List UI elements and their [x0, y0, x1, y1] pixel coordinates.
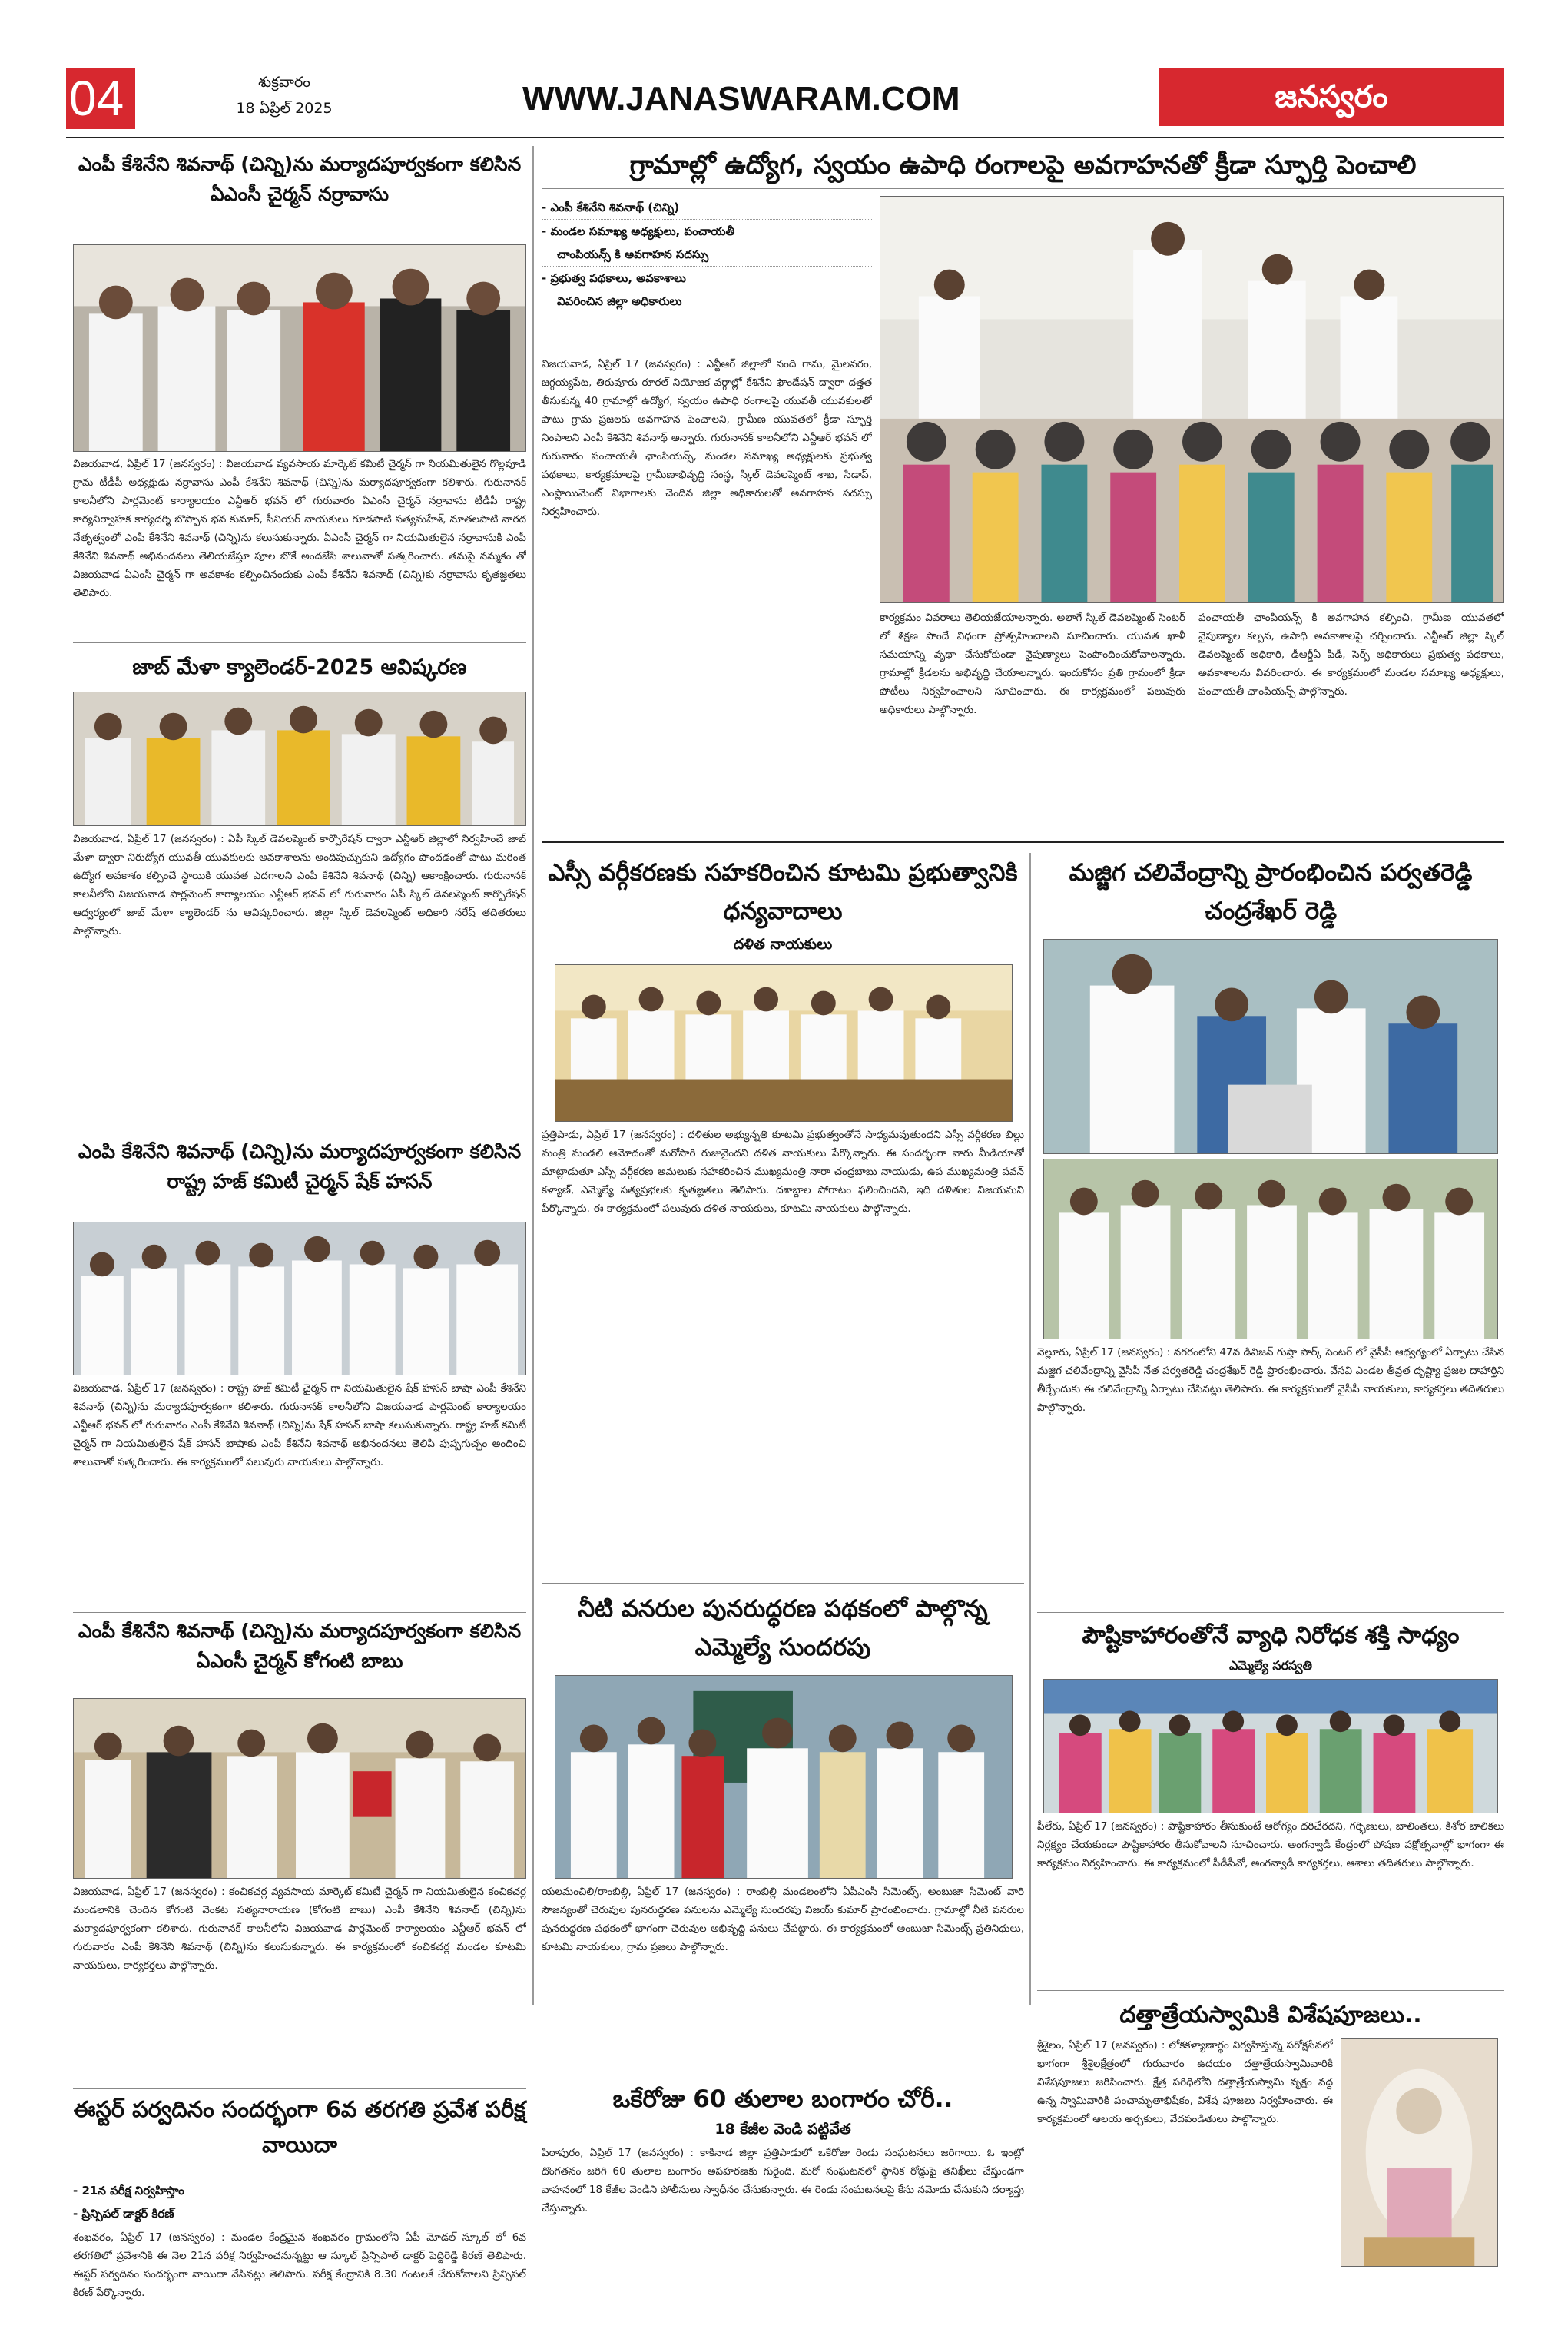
article-subtitle: ఎమ్మెల్యే సరస్వతి: [1229, 1658, 1312, 1673]
subpoint: - ప్రభుత్వ పథకాలు, అవకాశాలు: [542, 271, 686, 285]
headline-koganti-babu: ఎంపీ కేశినేని శివనాథ్ (చిన్ని)ను మర్యాదపూర్వకంగా కలిసిన ఏఎంసీ చైర్మన్ కోగంటి బాబు: [78, 1620, 522, 1672]
headline-rule: [542, 188, 1504, 189]
photo-dalit-leaders: [555, 964, 1013, 1122]
article-subtitle: దళిత నాయకులు: [733, 936, 833, 953]
article-body: విజయవాడ, ఏప్రిల్ 17 (జనస్వరం) : రాష్ట్ర హజ్ కమిటీ చైర్మన్ గా నియమితులైన షేక్ హసన్ బాషా ఎంపీ కేశినేని శివనాథ్ (చిన్ని)ను మర్యాదపూర్వకంగా కలిశారు. గురునానక్ కాలనీలోని విజయవాడ పార్లమెంట్ కార్యాలయం ఎన్టీఆర్ భవన్ లో గురువారం ఎంపీ కేశినేని శివనాథ్ (చిన్ని)ను షేక్ హసన్ బాషా కలుసుకున్నారు. రాష్ట్ర హజ్ కమిటీ చైర్మన్ గా నియమితులైన షేక్ హసన్ బాషాకు ఎంపీ కేశినేని శివనాథ్ అభినందనలు తెలిపి పుష్పగుచ్ఛం అందించి శాలువాతో సత్కరించారు. ఈ కార్యక్రమంలో పలువురు నాయకులు పాల్గొన్నారు.: [73, 1382, 526, 1468]
issue-date: 18 ఏప్రిల్ 2025: [236, 100, 333, 117]
photo-awareness-meeting: [880, 196, 1504, 603]
subpoint: - 21న పరీక్ష నిర్వహిస్తాం: [73, 2184, 184, 2198]
photo-buttermilk-2: [1043, 1159, 1498, 1339]
headline-easter-exam: ఈస్టర్ పర్వదినం సందర్భంగా 6వ తరగతి ప్రవేశ పరీక్ష వాయిదా: [73, 2096, 526, 2158]
article-subtitle: 18 కేజీల వెండి పట్టివేత: [714, 2121, 851, 2138]
photo-nutrition: [1043, 1679, 1498, 1813]
article-body: విజయవాడ, ఏప్రిల్ 17 (జనస్వరం) : ఎన్టీఆర్ జిల్లాలో నంది గామ, మైలవరం, జగ్గయ్యపేట, తిరువూరు రూరల్ నియోజక వర్గాల్లో కేశినేని ఫౌండేషన్ ద్వారా దత్తత తీసుకున్న 40 గ్రామాల్లో ఉద్యోగ, స్వయం ఉపాధి రంగాలపై యువతీ యువకులతో పాటు గ్రామ ప్రజలకు అవగాహన పెంచాలని, గ్రామీణ యువతలో క్రీడా స్ఫూర్తి నింపాలని ఎంపీ కేశినేని శివనాథ్ అన్నారు. గురునానక్ కాలనీలోని ఎన్టీఆర్ భవన్ లో గురువారం పంచాయతీ ఛాంపియన్స్, మండల సమాఖ్య అధ్యక్షులకు ప్రభుత్వ పథకాలు, కార్యక్రమాలపై గ్రామీణాభివృద్ధి సంస్థ, స్కిల్ డెవలప్మెంట్ శాఖ, సిడాప్, ఎంప్లాయిమెంట్ విభాగాలకు చెందిన జిల్లా అధికారులతో అవగాహన సదస్సు నిర్వహించారు.: [542, 358, 872, 518]
article-body: పంచాయతీ ఛాంపియన్స్ కి అవగాహన కల్పించి, గ్రామీణ యువతలో నైపుణ్యాల కల్పన, ఉపాధి అవకాశాలపై చర్చించారు. ఎన్టీఆర్ జిల్లా స్కిల్ డెవలప్మెంట్ అధికారి, డీఆర్డీఏ పీడీ, సెర్ప్ అధికారులు ప్రభుత్వ పథకాలు, అవకాశాలను వివరించారు. ఈ కార్యక్రమంలో మండల సమాఖ్య అధ్యక్షులు, పంచాయతీ ఛాంపియన్స్ పాల్గొన్నారు.: [1198, 612, 1504, 698]
article-body: విజయవాడ, ఏప్రిల్ 17 (జనస్వరం) : కంచికచర్ల వ్యవసాయ మార్కెట్ కమిటీ చైర్మన్ గా నియమితులైన కంచికచర్ల మండలానికి చెందిన కోగంటి వెంకట సత్యనారాయణ (కోగంటి బాబు) ఎంపీ కేశినేని శివనాథ్ (చిన్ని)ను మర్యాదపూర్వకంగా కలిశారు. గురునానక్ కాలనీలోని విజయవాడ పార్లమెంట్ కార్యాలయం ఎన్టీఆర్ భవన్ లో గురువారం ఎంపీ కేశినేని శివనాథ్ (చిన్ని)ను కలుసుకున్నారు. ఈ కార్యక్రమంలో కంచికచర్ల మండల కూటమి నాయకులు, కార్యకర్తలు పాల్గొన్నారు.: [73, 1886, 526, 1972]
site-url[interactable]: WWW.JANASWARAM.COM: [522, 80, 960, 118]
headline-rural-employment: గ్రామాల్లో ఉద్యోగ, స్వయం ఉపాధి రంగాలపై అవగాహనతో క్రీడా స్ఫూర్తి పెంచాలి: [629, 150, 1417, 181]
photo-buttermilk-1: [1043, 939, 1498, 1154]
header-divider: [66, 137, 1504, 138]
article-divider: [1037, 1612, 1504, 1613]
photo-amc-narravasu: [73, 244, 526, 452]
article-body: కార్యక్రమం వివరాలు తెలియజేయాలన్నారు. అలాగే స్కిల్ డెవలప్మెంట్ సెంటర్ లో శిక్షణ పొందే విధంగా ప్రోత్సహించాలని సూచించారు. యువత ఖాళీ సమయాన్ని వృథా చేసుకోకుండా నైపుణ్యాలు పెంపొందించుకోవాలన్నారు. గ్రామాల్లో క్రీడలను అభివృద్ధి చేయాలన్నారు. ఇందుకోసం ప్రతి గ్రామంలో క్రీడా పోటీలు నిర్వహించాలని సూచించారు. ఈ కార్యక్రమంలో పలువురు అధికారులు పాల్గొన్నారు.: [880, 612, 1185, 716]
page-number: 04: [66, 68, 135, 129]
photo-dattatreya-idol: [1341, 2038, 1498, 2267]
column-divider: [1029, 853, 1031, 2005]
photo-koganti-babu: [73, 1698, 526, 1879]
article-body: శ్రీశైలం, ఏప్రిల్ 17 (జనస్వరం) : లోకకళ్యాణార్థం నిర్వహిస్తున్న పరోక్షసేవలో భాగంగా శ్రీశైలక్షేత్రంలో గురువారం ఉదయం దత్తాత్రేయస్వామివారికి విశేషపూజలు జరిపించారు. క్షేత్ర పరిధిలోని దత్తాత్రేయస్వామి వృక్షం వద్ద ఉన్న స్వామివారికి పంచామృతాభిషేకం, విశేష పూజలు నిర్వహించారు. ఈ కార్యక్రమంలో ఆలయ అర్చకులు, వేదపండితులు పాల్గొన్నారు.: [1037, 2039, 1333, 2125]
headline-gold-theft: ఒకేరోజు 60 తులాల బంగారం చోరీ..: [612, 2085, 953, 2113]
article-body: శంఖవరం, ఏప్రిల్ 17 (జనస్వరం) : మండల కేంద్రమైన శంఖవరం గ్రామంలోని ఏపీ మోడల్ స్కూల్ లో 6వ తరగతిలో ప్రవేశానికి ఈ నెల 21న పరీక్ష నిర్వహించనున్నట్టు ఆ స్కూల్ ప్రిన్సిపాల్ డాక్టర్ పెద్దిరెడ్డి కిరణ్ తెలిపారు. ఈస్టర్ పర్వదినం సందర్భంగా వాయిదా వేసినట్లు తెలిపారు. పరీక్ష కేంద్రానికి 8.30 గంటలకే చేరుకోవాలని ప్రిన్సిపల్ కిరణ్ పేర్కొన్నారు.: [73, 2231, 526, 2299]
photo-haj-committee: [73, 1222, 526, 1375]
headline-haj-committee: ఎంపి కేశినేని శివనాథ్ (చిన్ని)ను మర్యాదపూర్వకంగా కలిసిన రాష్ట్ర హజ్ కమిటీ చైర్మన్ షేక్ హసన్: [78, 1140, 522, 1193]
subpoint: వివరించిన జిల్లా అధికారులు: [542, 290, 872, 313]
subpoint: - ప్రిన్సిపల్ డాక్టర్ కిరణ్: [73, 2207, 174, 2221]
headline-sc-classification: ఎస్సీ వర్గీకరణకు సహకరించిన కూటమి ప్రభుత్వానికి ధన్యవాదాలు: [548, 859, 1018, 925]
article-divider: [1037, 1990, 1504, 1991]
subpoint: చాంపియన్స్ కి అవగాహన సదస్సు: [542, 243, 872, 267]
photo-job-mela: [73, 692, 526, 826]
article-body: ప్రత్తిపాడు, ఏప్రిల్ 17 (జనస్వరం) : దళితుల అభ్యున్నతి కూటమి ప్రభుత్వంతోనే సాధ్యమవుతుందని ఎస్సీ వర్గీకరణ బిల్లు మంత్రి మండలి ఆమోదంతో మరోసారి రుజువైందని దళిత నాయకులు పేర్కొన్నారు. ఈ సందర్భంగా వారు మీడియాతో మాట్లాడుతూ ఎస్సీ వర్గీకరణ అమలుకు సహకరించిన ముఖ్యమంత్రి నారా చంద్రబాబు నాయుడు, ఉప ముఖ్యమంత్రి పవన్ కళ్యాణ్, ఎమ్మెల్యే సత్యప్రభలకు కృతజ్ఞతలు తెలిపారు. దశాబ్దాల పోరాటం ఫలించిందని, ఇది దళితుల విజయమని పేర్కొన్నారు. ఈ కార్యక్రమంలో పలువురు దళిత నాయకులు, కూటమి నాయకులు పాల్గొన్నారు.: [542, 1129, 1024, 1215]
headline-nutrition: పౌష్టికాహారంతోనే వ్యాధి నిరోధక శక్తి సాధ్యం: [1082, 1622, 1460, 1649]
article-divider: [73, 1612, 526, 1613]
headline-dattatreya: దత్తాత్రేయస్వామికి విశేషపూజలు..: [1119, 2002, 1422, 2029]
headline-job-mela: జాబ్ మేళా క్యాలెండర్-2025 ఆవిష్కరణ: [132, 655, 467, 679]
article-body: పిఠాపురం, ఏప్రిల్ 17 (జనస్వరం) : కాకినాడ జిల్లా ప్రత్తిపాడులో ఒకేరోజు రెండు సంఘటనలు జరిగాయి. ఓ ఇంట్లో దొంగతనం జరిగి 60 తులాల బంగారం అపహరణకు గురైంది. మరో సంఘటనలో స్థానిక రోడ్డుపై తనిఖీలు చేస్తుండగా వాహనంలో 18 కేజీల వెండిని పోలీసులు స్వాధీనం చేసుకున్నారు. ఈ రెండు సంఘటనలపై కేసు నమోదు చేసుకుని దర్యాప్తు చేస్తున్నారు.: [542, 2147, 1024, 2214]
article-body: పీలేరు, ఏప్రిల్ 17 (జనస్వరం) : పౌష్టికాహారం తీసుకుంటే ఆరోగ్యం దరిచేరదని, గర్భిణులు, బాలింతలు, కిశోర బాలికలు నిర్లక్ష్యం చేయకుండా పౌష్టికాహారం తీసుకోవాలని సూచించారు. అంగన్వాడీ కేంద్రంలో పోషణ పక్షోత్సవాల్లో భాగంగా ఈ కార్యక్రమం నిర్వహించారు. ఈ కార్యక్రమంలో సీడీపీవో, అంగన్వాడీ కార్యకర్తలు, ఆశాలు తదితరులు పాల్గొన్నారు.: [1037, 1820, 1504, 1869]
article-body: యలమంచిలి/రాంబిల్లి, ఏప్రిల్ 17 (జనస్వరం) : రాంబిల్లి మండలంలోని ఏపీఎంసీ సిమెంట్స్, అంబుజా సిమెంట్ వారి సౌజన్యంతో చెరువుల పునరుద్ధరణ పనులను ఎమ్మెల్యే సుందరపు విజయ్ కుమార్ ప్రారంభించారు. గ్రామాల్లో నీటి వనరుల పునరుద్ధరణ పథకంలో భాగంగా చెరువుల అభివృద్ధి పనులు చేపట్టారు. ఈ కార్యక్రమంలో అంబుజా సిమెంట్స్ ప్రతినిధులు, కూటమి నాయకులు, గ్రామ ప్రజలు పాల్గొన్నారు.: [542, 1886, 1024, 1953]
article-divider: [73, 642, 526, 643]
article-body: విజయవాడ, ఏప్రిల్ 17 (జనస్వరం) : విజయవాడ వ్యవసాయ మార్కెట్ కమిటీ చైర్మన్ గా నియమితులైన గొల్లపూడి గ్రామ టీడీపీ అధ్యక్షుడు నర్రావాసు ఎంపీ కేశినేని శివనాథ్ (చిన్ని)ను మర్యాదపూర్వకంగా కలిశారు. గురునానక్ కాలనీలోని పార్లమెంట్ కార్యాలయం ఎన్టీఆర్ భవన్ లో గురువారం ఏఎంసీ చైర్మన్ నర్రావాసు టీడీపీ రాష్ట్ర కార్యనిర్వాహక కార్యదర్శి బొప్పాన భవ కుమార్, సీనియర్ నాయకులు గూడపాటి సత్యమహేశ్, నూతలపాటి నారద నేతృత్వంలో ఎంపీ కేశినేని శివనాథ్ (చిన్ని)ను కలుసుకున్నారు. ఏఎంసీ చైర్మన్ గా నియమితులైన నర్రావాసుకి ఎంపీ కేశినేని శివనాథ్ అభినందనలు తెలియజేస్తూ పూల బొకే అందజేసి శాలువాతో సత్కరించారు. తమపై నమ్మకం తో విజయవాడ ఏఎంసీ చైర్మన్ గా అవకాశం కల్పించినందుకు ఎంపీ కేశినేని శివనాథ్ (చిన్ని)కు నర్రావాసు కృతజ్ఞతలు తెలిపారు.: [73, 458, 526, 599]
section-divider: [542, 841, 1504, 843]
subpoints: [73, 2179, 526, 2225]
photo-water-resources: [555, 1675, 1013, 1879]
column-divider: [532, 146, 534, 2005]
subpoints: [542, 196, 872, 313]
brand-logo: జనస్వరం: [1159, 68, 1504, 126]
issue-day: శుక్రవారం: [258, 74, 310, 91]
subpoint: - ఎంపీ కేశినేని శివనాథ్ (చిన్ని): [542, 196, 872, 220]
article-body: విజయవాడ, ఏప్రిల్ 17 (జనస్వరం) : ఏపీ స్కిల్ డెవలప్మెంట్ కార్పొరేషన్ ద్వారా ఎన్టీఆర్ జిల్లాలో నిర్వహించే జాబ్ మేళా ద్వారా నిరుద్యోగ యువతీ యువకులకు అవకాశాలను అందిపుచ్చుకుని ఉద్యోగం పొందడంతో పాటు మరింత ఉద్యోగ అవకాశం కల్పించే స్థాయికి యువత ఎదగాలని ఎంపీ కేశినేని శివనాథ్ (చిన్ని) ఆకాంక్షించారు. గురునానక్ కాలనీలోని విజయవాడ పార్లమెంట్ కార్యాలయం ఎన్టీఆర్ భవన్ లో గురువారం ఏపీ స్కిల్ డెవలప్మెంట్ కార్పొరేషన్ ఆధ్వర్యంలో జాబ్ మేళా క్యాలెండర్ ను ఆవిష్కరించారు. జిల్లా స్కిల్ డెవలప్మెంట్ అధికారి నరేష్ తదితరులు పాల్గొన్నారు.: [73, 833, 526, 937]
issue-date-block: [207, 69, 361, 121]
subpoint: - మండల సమాఖ్య అధ్యక్షులు, పంచాయతీ: [542, 224, 735, 238]
article-divider: [542, 1583, 1024, 1584]
headline-buttermilk-center: మజ్జిగ చలివేంద్రాన్ని ప్రారంభించిన పర్వతరెడ్డి చంద్రశేఖర్ రెడ్డి: [1069, 859, 1473, 925]
headline-amc-narravasu: ఎంపీ కేశినేని శివనాథ్ (చిన్ని)ను మర్యాదపూర్వకంగా కలిసిన ఏఎంసీ చైర్మన్ నర్రావాసు: [78, 153, 522, 205]
article-body: నెల్లూరు, ఏప్రిల్ 17 (జనస్వరం) : నగరంలోని 47వ డివిజన్ గుప్తా పార్క్ సెంటర్ లో వైసీపీ ఆధ్వర్యంలో ఏర్పాటు చేసిన మజ్జిగ చలివేంద్రాన్ని వైసీపీ నేత పర్వతరెడ్డి చంద్రశేఖర్ రెడ్డి ప్రారంభించారు. వేసవి ఎండల తీవ్రత దృష్ట్యా ప్రజల దాహార్తిని తీర్చేందుకు ఈ చలివేంద్రాన్ని ఏర్పాటు చేసినట్లు తెలిపారు. ఈ కార్యక్రమంలో వైసీపీ నాయకులు, కార్యకర్తలు తదితరులు పాల్గొన్నారు.: [1037, 1346, 1504, 1414]
article-divider: [73, 2088, 526, 2089]
headline-water-resources: నీటి వనరుల పునరుద్ధరణ పథకంలో పాల్గొన్న ఎమ్మెల్యే సుందరపు: [578, 1595, 988, 1661]
